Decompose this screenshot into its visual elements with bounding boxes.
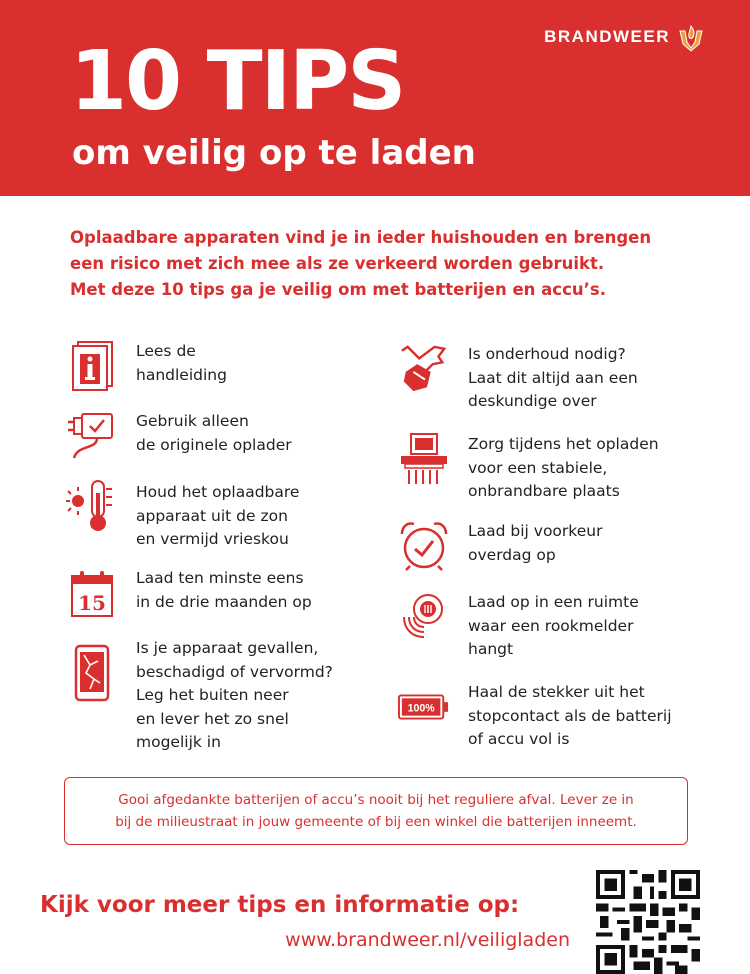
tip-avoid-sun-frost [66,481,299,552]
website-link[interactable]: www.brandweer.nl/veiligladen [285,929,570,951]
brand-logo [544,22,706,52]
tip-line: en lever het zo snel [136,709,289,728]
tip-charge-every-three-months [66,567,312,619]
tip-text [468,591,639,662]
damaged-phone-icon [66,647,118,699]
tip-line: Lees de [136,342,196,360]
calendar-number: 15 [78,591,106,615]
tip-line: apparaat uit de zon [136,506,288,525]
tip-smoke-detector [398,591,639,662]
alarm-clock-icon [398,520,450,572]
tip-line: beschadigd of vervormd? [136,662,333,681]
tip-line: of accu vol is [468,730,570,748]
footer-cta: Kijk voor meer tips en informatie op: [40,892,520,918]
tip-line: Houd het oplaadbare [136,483,300,501]
tip-charge-daytime [398,520,602,572]
battery-full-icon [398,681,450,733]
thermometer-sun-icon [66,481,118,533]
notice-line: bij de milieustraat in jouw gemeente of bij een winkel die batterijen inneemt. [115,814,637,830]
page-title: 10 TIPS [70,34,405,129]
brand-name: BRANDWEER [544,27,670,46]
header-banner [0,0,750,196]
tip-text [136,637,333,755]
intro-paragraph [70,225,710,303]
wrench-hand-icon [398,343,450,395]
tip-text [136,410,292,457]
tip-stable-surface [398,433,659,504]
notice-line: Gooi afgedankte batterijen of accu’s nooit bij het reguliere afval. Lever ze in [118,792,634,808]
tip-line: Laad ten minste eens [136,569,304,587]
tip-line: overdag op [468,545,556,564]
tip-line: Is onderhoud nodig? [468,345,626,363]
tip-line: stopcontact als de batterij [468,706,672,725]
page-subtitle: om veilig op te laden [72,133,476,173]
tip-line: Leg het buiten neer [136,686,289,704]
tip-maintenance-expert [398,343,638,414]
tip-text [136,340,227,387]
tip-text [136,567,312,614]
tip-line: Zorg tijdens het opladen [468,435,659,453]
tip-line: en vermijd vrieskou [136,530,289,548]
calendar-icon [66,567,118,619]
tip-line: mogelijk in [136,733,221,751]
tip-line: Is je apparaat gevallen, [136,639,319,657]
tip-unplug-when-full [398,681,672,752]
tip-line: handleiding [136,365,227,384]
tip-line: Laad bij voorkeur [468,522,603,540]
original-charger-icon [66,410,118,462]
tip-line: onbrandbare plaats [468,482,620,500]
tip-text [136,481,299,552]
tip-read-manual [66,340,227,392]
tip-line: voor een stabiele, [468,458,608,477]
tip-line: Gebruik alleen [136,412,249,430]
qr-code-icon[interactable] [596,870,700,974]
intro-line: een risico met zich mee als ze verkeerd worden gebruikt. [70,254,605,273]
tip-line: Laad op in een ruimte [468,593,639,611]
intro-line: Met deze 10 tips ga je veilig om met batterijen en accu’s. [70,280,606,299]
tip-line: deskundige over [468,392,597,410]
tip-line: Laat dit altijd aan een [468,368,638,387]
tip-text [468,520,602,567]
tip-line: de originele oplader [136,435,292,454]
tip-line: in de drie maanden op [136,592,312,611]
flame-emblem-icon [676,22,706,52]
tip-text [468,433,659,504]
tip-original-charger [66,410,292,462]
battery-label: 100% [407,702,435,715]
tip-text [468,343,638,414]
tip-line: hangt [468,640,514,658]
disposal-notice [64,777,688,845]
tip-line: waar een rookmelder [468,616,634,635]
manual-info-icon [66,340,118,392]
tip-line: Haal de stekker uit het [468,683,645,701]
tip-text [468,681,672,752]
intro-line: Oplaadbare apparaten vind je in ieder huishouden en brengen [70,228,652,247]
tip-damaged-device [66,637,333,755]
stable-surface-icon [398,433,450,485]
smoke-detector-icon [398,591,450,643]
